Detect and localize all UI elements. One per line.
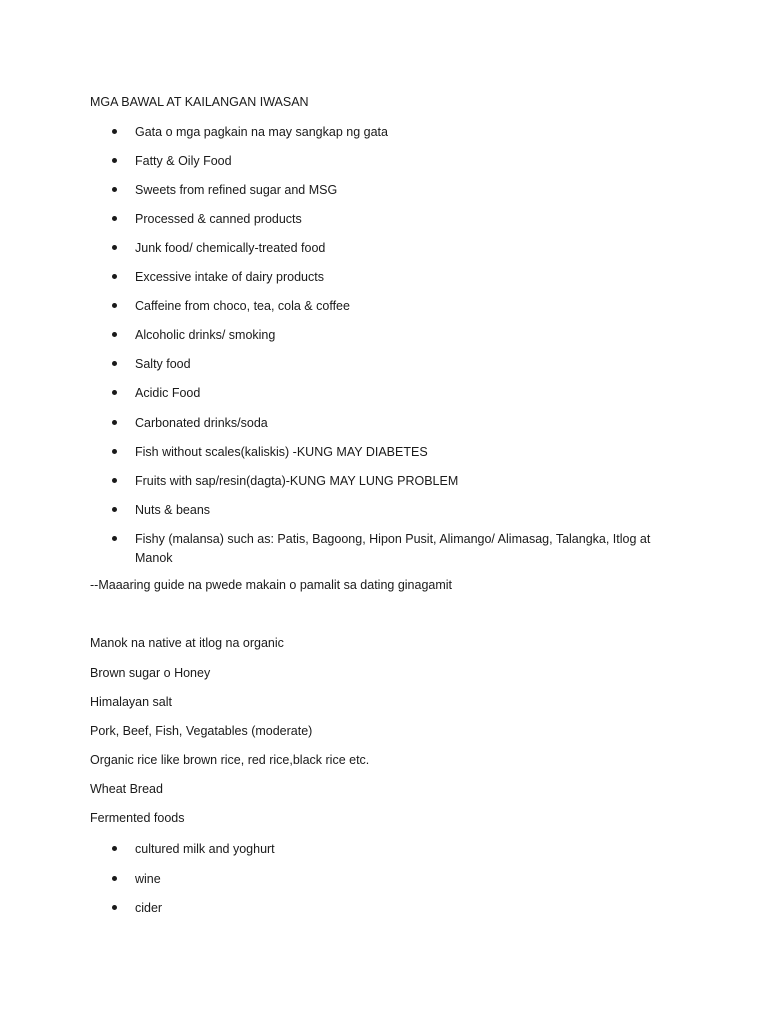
alternative-item: Pork, Beef, Fish, Vegatables (moderate) [90,724,313,738]
list-item-text: Acidic Food [135,386,201,400]
alternative-item: Brown sugar o Honey [90,666,211,680]
bullet-icon [112,846,117,851]
list-item-text: wine [135,872,161,886]
list-item-text: Fish without scales(kaliskis) -KUNG MAY DIABETES [135,445,428,459]
alternative-item: Organic rice like brown rice, red rice,black rice etc. [90,753,370,767]
list-item-text: Alcoholic drinks/ smoking [135,328,276,342]
list-item-text: Fatty & Oily Food [135,154,232,168]
list-item-text: Fruits with sap/resin(dagta)-KUNG MAY LUNG PROBLEM [135,474,459,488]
bullet-icon [112,216,117,221]
list-item-text: Fishy (malansa) such as: Patis, Bagoong, Hipon Pusit, Alimango/ Alimasag, Talangka, Itlog at Manok [135,532,651,565]
bullet-icon [112,361,117,366]
bullet-icon [112,390,117,395]
bullet-icon [112,158,117,163]
bullet-icon [112,478,117,483]
list-item-text: cultured milk and yoghurt [135,842,275,856]
bullet-icon [112,187,117,192]
bullet-icon [112,332,117,337]
bullet-icon [112,129,117,134]
bullet-icon [112,449,117,454]
bullet-icon [112,536,117,541]
list-item-text: Sweets from refined sugar and MSG [135,183,338,197]
guide-note: --Maaaring guide na pwede makain o pamalit sa dating ginagamit [90,578,453,592]
list-item-text: cider [135,901,163,915]
list-item-text: Excessive intake of dairy products [135,270,324,284]
list-item-text: Caffeine from choco, tea, cola & coffee [135,299,350,313]
list-item-text: Processed & canned products [135,212,302,226]
bullet-icon [112,245,117,250]
bullet-icon [112,303,117,308]
list-item-text: Nuts & beans [135,503,211,517]
alternative-item: Fermented foods [90,811,185,825]
bullet-icon [112,274,117,279]
alternative-item: Wheat Bread [90,782,163,796]
alternative-item: Manok na native at itlog na organic [90,636,284,650]
bullet-icon [112,905,117,910]
list-item-text: Junk food/ chemically-treated food [135,241,326,255]
section-heading: MGA BAWAL AT KAILANGAN IWASAN [90,95,309,109]
bullet-icon [112,420,117,425]
bullet-icon [112,876,117,881]
bullet-icon [112,507,117,512]
alternative-item: Himalayan salt [90,695,172,709]
list-item-text: Carbonated drinks/soda [135,416,268,430]
list-item-text: Gata o mga pagkain na may sangkap ng gata [135,125,388,139]
list-item-text: Salty food [135,357,191,371]
